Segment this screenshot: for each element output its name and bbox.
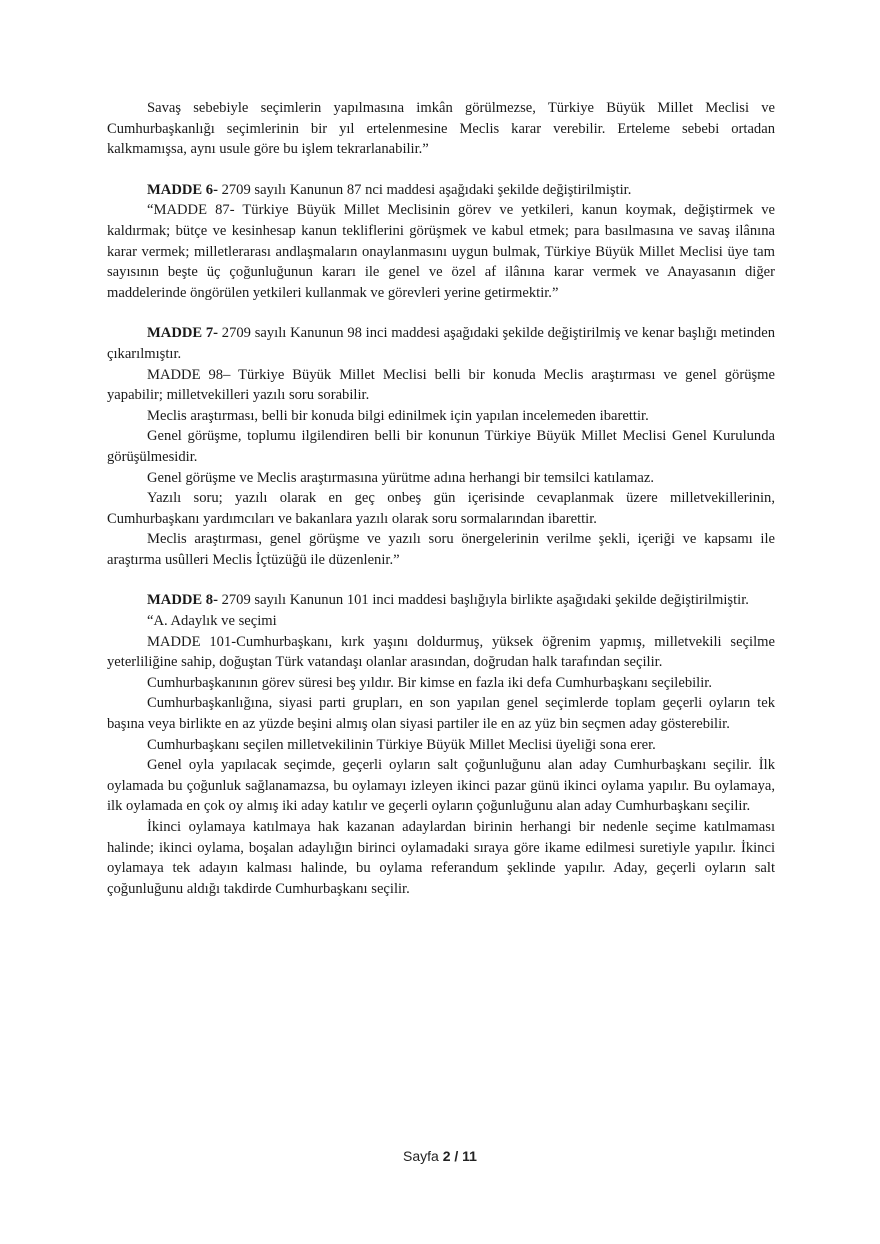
- document-body: [107, 98, 775, 899]
- madde-7-paragraph-1: MADDE 98– Türkiye Büyük Millet Meclisi belli bir konuda Meclis araştırması ve genel görüşme yapabilir; milletvekilleri yazılı soru sorabilir.: [107, 366, 775, 404]
- madde-8-heading-paragraph: [107, 590, 775, 611]
- madde-7-paragraph-5: Yazılı soru; yazılı olarak en geç onbeş gün içerisinde cevaplanmak üzere milletvekillerinin, Cumhurbaşkanı yardımcıları ve bakanlara yazılı olarak soru sormalarından ibarettir.: [107, 490, 775, 527]
- madde-6-lead: 2709 sayılı Kanunun 87 nci maddesi aşağıdaki şekilde değiştirilmiştir.: [217, 181, 632, 198]
- madde-6-heading-paragraph: [107, 180, 775, 201]
- page-number-separator: /: [450, 1148, 463, 1164]
- madde-8-paragraph-2: Cumhurbaşkanının görev süresi beş yıldır. Bir kimse en fazla iki defa Cumhurbaşkanı seçilebilir.: [147, 674, 712, 691]
- madde-7-paragraph-4: Genel görüşme ve Meclis araştırmasına yürütme adına herhangi bir temsilci katılamaz.: [147, 469, 654, 486]
- madde-8-paragraph-1: MADDE 101-Cumhurbaşkanı, kırk yaşını doldurmuş, yüksek öğrenim yapmış, milletvekili seçilme yeterliliğine sahip, doğuştan Türk vatandaşı olanlar arasından, doğrudan halk tarafından seçilir.: [107, 633, 775, 671]
- madde-6-label: MADDE 6-: [147, 181, 218, 198]
- madde-6-text: “MADDE 87- Türkiye Büyük Millet Meclisinin görev ve yetkileri, kanun koymak, değiştirmek ve kaldırmak; bütçe ve kesinhesap kanun tekliflerini görüşmek ve kabul etmek; para basılmasına ve savaş ilânına karar vermek; milletlerarası andlaşmaların onaylanmasını uygun bulmak, Türkiye Büyük Millet Meclisi üye tam sayısının beşte üç çoğunluğunun kararı ile genel ve özel af ilânına karar vermek ve Anayasanın diğer maddelerinde öngörülen yetkileri kullanmak ve görevleri yerine getirmektir.”: [107, 202, 775, 301]
- page-number-prefix: Sayfa: [403, 1148, 443, 1164]
- page-number-current: 2: [442, 1148, 451, 1164]
- madde-8-paragraph-5: Genel oyla yapılacak seçimde, geçerli oyların salt çoğunluğunu alan aday Cumhurbaşkanı seçilir. İlk oylamada bu çoğunluk sağlanamazsa, bu oylamayı izleyen ikinci pazar günü ikinci oylama yapılır. Bu oylamaya, ilk oylamada en çok oy almış iki aday katılır ve geçerli oyların çoğunluğunu alan aday Cumhurbaşkanı seçilir.: [107, 757, 775, 815]
- madde-7-heading-paragraph: [107, 323, 775, 364]
- madde-8-lead: 2709 sayılı Kanunun 101 inci maddesi başlığıyla birlikte aşağıdaki şekilde değiştirilmiştir.: [217, 592, 749, 609]
- intro-paragraph: Savaş sebebiyle seçimlerin yapılmasına imkân görülmezse, Türkiye Büyük Millet Meclisi ve Cumhurbaşkanlığı seçimlerinin bir yıl ertelenmesine Meclis karar verebilir. Erteleme sebebi ortadan kalkmamışsa, aynı usule göre bu işlem tekrarlanabilir.”: [107, 100, 775, 158]
- madde-7-paragraph-3: Genel görüşme, toplumu ilgilendiren belli bir konunun Türkiye Büyük Millet Meclisi Genel Kurulunda görüşülmesidir.: [107, 428, 775, 465]
- madde-8-subheading: “A. Adaylık ve seçimi: [147, 613, 277, 630]
- page-number-total: 11: [462, 1148, 477, 1164]
- madde-8-paragraph-4: Cumhurbaşkanı seçilen milletvekilinin Türkiye Büyük Millet Meclisi üyeliği sona erer.: [147, 736, 656, 753]
- madde-7-label: MADDE 7-: [147, 325, 219, 342]
- madde-7-paragraph-6: Meclis araştırması, genel görüşme ve yazılı soru önergelerinin verilme şekli, içeriği ve kapsamı ile araştırma usûlleri Meclis İçtüzüğü ile düzenlenir.”: [107, 531, 775, 568]
- madde-8-paragraph-3: Cumhurbaşkanlığına, siyasi parti grupları, en son yapılan genel seçimlerde toplam geçerli oyların tek başına veya birlikte en az yüzde beşini almış olan siyasi partiler ile en az yüz bin seçmen aday gösterebilir.: [107, 695, 775, 733]
- madde-7-paragraph-2: Meclis araştırması, belli bir konuda bilgi edinilmek için yapılan incelemeden ibarettir.: [147, 407, 649, 424]
- madde-8-label: MADDE 8-: [147, 592, 218, 609]
- madde-7-lead: 2709 sayılı Kanunun 98 inci maddesi aşağıdaki şekilde değiştirilmiş ve kenar başlığı metinden çıkarılmıştır.: [107, 325, 775, 362]
- page-number: [0, 1148, 880, 1164]
- madde-8-paragraph-6: İkinci oylamaya katılmaya hak kazanan adaylardan birinin herhangi bir nedenle seçime katılmaması halinde; ikinci oylama, boşalan adaylığın birinci oylamadaki sıraya göre ikame edilmesi suretiyle yapılır. İkinci oylamaya tek adayın kalması halinde, bu oylama referandum şeklinde yapılır. Aday, geçerli oyların salt çoğunluğunu aldığı takdirde Cumhurbaşkanı seçilir.: [107, 819, 775, 897]
